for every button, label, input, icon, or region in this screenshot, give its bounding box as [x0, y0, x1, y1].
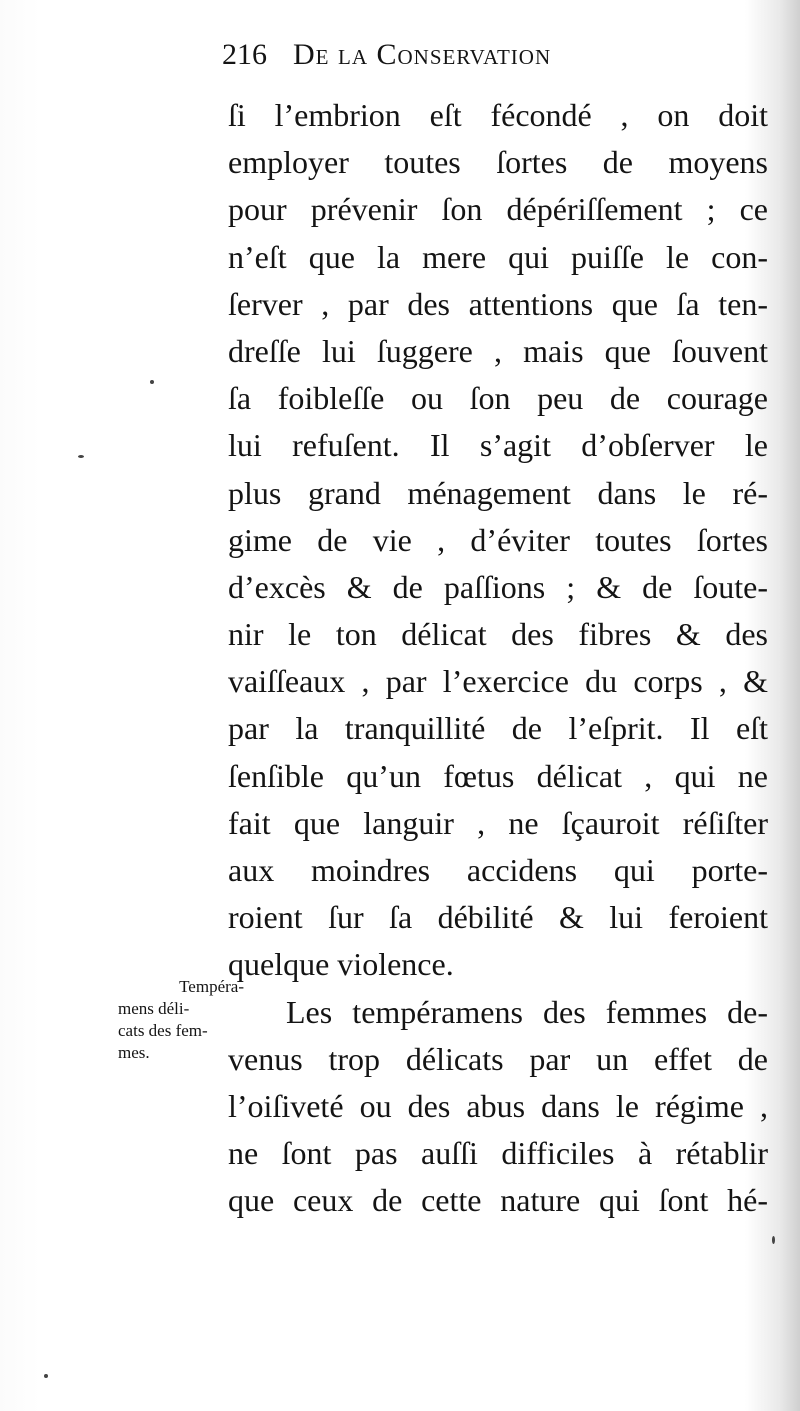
text-line: gime de vie , d’éviter toutes ſortes [228, 521, 768, 558]
ink-speck [150, 380, 154, 384]
text-line: ſi l’embrion eſt fécondé , on doit [228, 97, 768, 133]
ink-speck [772, 1236, 775, 1244]
text-line: ſerver , par des attentions que ſa ten- [228, 285, 768, 322]
text-line: aux moindres accidens qui porte- [228, 852, 768, 888]
text-line: n’eſt que la mere qui puiſſe le con- [228, 238, 768, 275]
ink-speck [78, 455, 84, 458]
ink-speck [44, 1374, 48, 1378]
text-line: ne ſont pas auſſi difficiles à rétablir [228, 1135, 768, 1172]
margin-note-line: cats des fem- [118, 1021, 208, 1040]
paragraph-start-line: Les tempéramens des femmes de- [286, 993, 768, 1030]
margin-note-line: mes. [118, 1043, 150, 1062]
text-line: ſenſible qu’un fœtus délicat , qui ne [228, 757, 768, 794]
text-line: vaiſſeaux , par l’exercice du corps , & [228, 663, 768, 700]
body-text [228, 92, 768, 1225]
text-line: pour prévenir ſon dépériſſement ; ce [228, 191, 768, 228]
text-line: d’excès & de paſſions ; & de ſoute- [228, 568, 768, 605]
margin-note [118, 976, 244, 1064]
running-title: De la Conservation [293, 38, 552, 71]
text-line: quelque violence. [228, 946, 454, 983]
page-header [222, 38, 692, 82]
text-line: nir le ton délicat des fibres & des [228, 616, 768, 653]
text-line: venus trop délicats par un effet de [228, 1040, 768, 1077]
margin-note-line: Tempéra- [179, 977, 244, 996]
text-line: l’oiſiveté ou des abus dans le régime , [228, 1087, 768, 1124]
text-line: plus grand ménagement dans le ré- [228, 474, 768, 511]
text-line: lui refuſent. Il s’agit d’obſerver le [228, 427, 768, 464]
page-number: 216 [222, 38, 267, 71]
text-line: dreſſe lui ſuggere , mais que ſouvent [228, 332, 768, 369]
margin-note-line: mens déli- [118, 999, 190, 1018]
text-line: roient ſur ſa débilité & lui feroient [228, 899, 768, 936]
text-line: employer toutes ſortes de moyens [228, 144, 768, 181]
text-line: ſa foibleſſe ou ſon peu de courage [228, 380, 768, 417]
text-line: fait que languir , ne ſçauroit réſiſter [228, 804, 768, 841]
text-line: que ceux de cette nature qui ſont hé- [228, 1182, 768, 1219]
text-line: par la tranquillité de l’eſprit. Il eſt [228, 710, 768, 747]
